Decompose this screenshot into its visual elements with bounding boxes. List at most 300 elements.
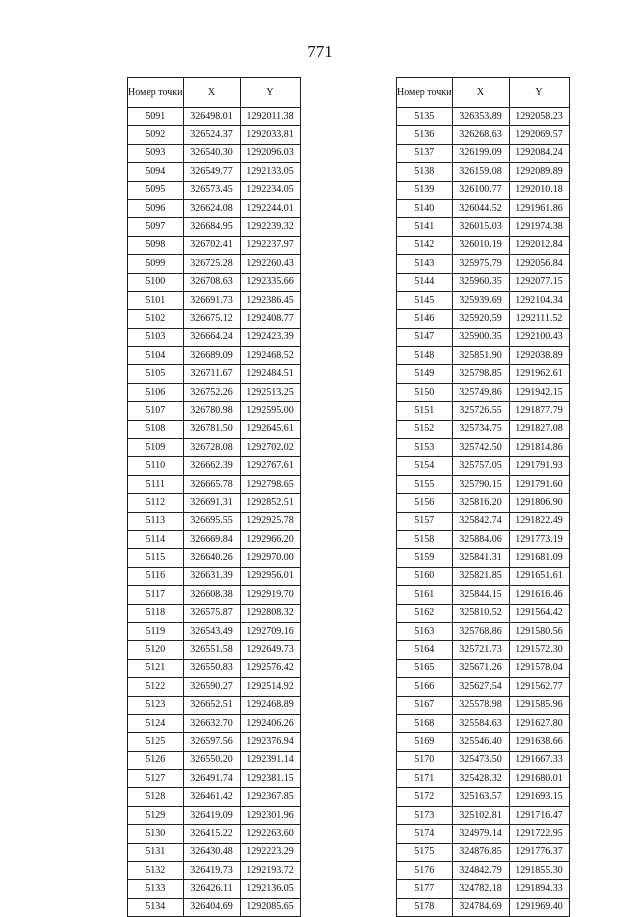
cell-point-number: 5099 (128, 255, 184, 273)
cell-x: 325671.26 (452, 659, 509, 677)
table-row (128, 328, 301, 346)
cell-point-number: 5110 (128, 457, 184, 475)
cell-point-number: 5137 (397, 144, 453, 162)
cell-x: 326415.22 (183, 825, 240, 843)
cell-point-number: 5092 (128, 126, 184, 144)
cell-x: 326675.12 (183, 310, 240, 328)
header-x: X (183, 78, 240, 108)
table-row (397, 328, 570, 346)
table-row (397, 714, 570, 732)
cell-point-number: 5143 (397, 255, 453, 273)
cell-point-number: 5106 (128, 383, 184, 401)
cell-y: 1292133.05 (240, 163, 300, 181)
cell-x: 326640.26 (183, 549, 240, 567)
cell-point-number: 5153 (397, 439, 453, 457)
cell-y: 1291791.93 (509, 457, 569, 475)
table-row (397, 770, 570, 788)
cell-y: 1292386.45 (240, 291, 300, 309)
cell-y: 1292381.15 (240, 770, 300, 788)
cell-y: 1292010.18 (509, 181, 569, 199)
table-row (128, 236, 301, 254)
cell-y: 1292406.26 (240, 714, 300, 732)
table-row (128, 494, 301, 512)
cell-point-number: 5097 (128, 218, 184, 236)
table-row (128, 108, 301, 126)
table-row (397, 604, 570, 622)
cell-point-number: 5103 (128, 328, 184, 346)
cell-point-number: 5169 (397, 733, 453, 751)
cell-point-number: 5134 (128, 898, 184, 916)
cell-x: 326652.51 (183, 696, 240, 714)
cell-y: 1292263.60 (240, 825, 300, 843)
table-row (397, 475, 570, 493)
cell-y: 1292033.81 (240, 126, 300, 144)
cell-point-number: 5171 (397, 770, 453, 788)
cell-y: 1292111.52 (509, 310, 569, 328)
cell-y: 1292367.85 (240, 788, 300, 806)
cell-x: 326015.03 (452, 218, 509, 236)
table-row (397, 641, 570, 659)
table-row (397, 825, 570, 843)
table-row (397, 862, 570, 880)
cell-y: 1292376.94 (240, 733, 300, 751)
cell-y: 1291562.77 (509, 678, 569, 696)
table-row (128, 567, 301, 585)
cell-y: 1292484.51 (240, 365, 300, 383)
table-row (128, 383, 301, 401)
cell-x: 325821.85 (452, 567, 509, 585)
cell-y: 1291827.08 (509, 420, 569, 438)
table-row (128, 880, 301, 898)
cell-point-number: 5117 (128, 586, 184, 604)
table-row (128, 806, 301, 824)
table-row (397, 291, 570, 309)
cell-x: 326664.24 (183, 328, 240, 346)
cell-x: 326590.27 (183, 678, 240, 696)
cell-point-number: 5161 (397, 586, 453, 604)
cell-y: 1292798.65 (240, 475, 300, 493)
table-row (128, 549, 301, 567)
cell-point-number: 5142 (397, 236, 453, 254)
cell-x: 326725.28 (183, 255, 240, 273)
cell-x: 325975.79 (452, 255, 509, 273)
cell-x: 325749.86 (452, 383, 509, 401)
cell-x: 325960.35 (452, 273, 509, 291)
table-row (128, 181, 301, 199)
cell-y: 1291894.33 (509, 880, 569, 898)
cell-point-number: 5096 (128, 199, 184, 217)
table-row (397, 273, 570, 291)
cell-x: 325851.90 (452, 347, 509, 365)
cell-point-number: 5144 (397, 273, 453, 291)
table-row (128, 439, 301, 457)
table-row (128, 291, 301, 309)
cell-point-number: 5116 (128, 567, 184, 585)
cell-x: 325844.15 (452, 586, 509, 604)
table-body (128, 108, 301, 917)
cell-y: 1292966.20 (240, 530, 300, 548)
cell-point-number: 5138 (397, 163, 453, 181)
cell-y: 1292234.05 (240, 181, 300, 199)
cell-point-number: 5178 (397, 898, 453, 916)
cell-point-number: 5129 (128, 806, 184, 824)
table-row (397, 402, 570, 420)
table-row (128, 402, 301, 420)
table-row (128, 825, 301, 843)
table-row (128, 310, 301, 328)
cell-y: 1292576.42 (240, 659, 300, 677)
table-row (128, 714, 301, 732)
cell-x: 325428.32 (452, 770, 509, 788)
cell-y: 1291627.80 (509, 714, 569, 732)
cell-y: 1291722.95 (509, 825, 569, 843)
cell-x: 326551.58 (183, 641, 240, 659)
cell-y: 1292702.02 (240, 439, 300, 457)
cell-x: 326752.26 (183, 383, 240, 401)
cell-point-number: 5157 (397, 512, 453, 530)
cell-x: 325900.35 (452, 328, 509, 346)
table-row (397, 806, 570, 824)
cell-point-number: 5139 (397, 181, 453, 199)
cell-x: 326608.38 (183, 586, 240, 604)
cell-y: 1291822.49 (509, 512, 569, 530)
table-row (128, 273, 301, 291)
cell-x: 325841.31 (452, 549, 509, 567)
cell-x: 326404.69 (183, 898, 240, 916)
table-row (128, 457, 301, 475)
cell-x: 324842.79 (452, 862, 509, 880)
table-row (128, 347, 301, 365)
cell-point-number: 5112 (128, 494, 184, 512)
page-number: 771 (307, 42, 333, 61)
cell-point-number: 5123 (128, 696, 184, 714)
cell-x: 325726.55 (452, 402, 509, 420)
cell-point-number: 5166 (397, 678, 453, 696)
cell-x: 326199.09 (452, 144, 509, 162)
table-row (128, 659, 301, 677)
cell-point-number: 5168 (397, 714, 453, 732)
cell-y: 1291962.61 (509, 365, 569, 383)
cell-x: 326669.84 (183, 530, 240, 548)
cell-x: 325163.57 (452, 788, 509, 806)
table-row (128, 586, 301, 604)
header-point-number: Номер точки (397, 78, 453, 108)
table-row (128, 199, 301, 217)
table-row (397, 181, 570, 199)
cell-x: 326624.08 (183, 199, 240, 217)
table-row (128, 788, 301, 806)
cell-y: 1291651.61 (509, 567, 569, 585)
cell-y: 1292100.43 (509, 328, 569, 346)
table-row (397, 788, 570, 806)
cell-x: 326100.77 (452, 181, 509, 199)
cell-y: 1291580.56 (509, 622, 569, 640)
cell-x: 324782.18 (452, 880, 509, 898)
cell-y: 1292011.38 (240, 108, 300, 126)
cell-point-number: 5149 (397, 365, 453, 383)
table-row (397, 512, 570, 530)
table-row (128, 696, 301, 714)
header-point-number: Номер точки (128, 78, 184, 108)
cell-point-number: 5155 (397, 475, 453, 493)
cell-y: 1292970.00 (240, 549, 300, 567)
table-header-row (128, 78, 301, 108)
cell-y: 1292767.61 (240, 457, 300, 475)
cell-y: 1292260.43 (240, 255, 300, 273)
cell-x: 326781.50 (183, 420, 240, 438)
cell-point-number: 5121 (128, 659, 184, 677)
table-row (397, 751, 570, 769)
cell-point-number: 5176 (397, 862, 453, 880)
cell-point-number: 5102 (128, 310, 184, 328)
cell-x: 324876.85 (452, 843, 509, 861)
table-row (128, 365, 301, 383)
cell-y: 1291667.33 (509, 751, 569, 769)
cell-y: 1292513.25 (240, 383, 300, 401)
cell-y: 1292645.61 (240, 420, 300, 438)
cell-point-number: 5156 (397, 494, 453, 512)
cell-point-number: 5127 (128, 770, 184, 788)
cell-point-number: 5133 (128, 880, 184, 898)
cell-x: 326419.73 (183, 862, 240, 880)
cell-point-number: 5165 (397, 659, 453, 677)
cell-y: 1292956.01 (240, 567, 300, 585)
cell-x: 325742.50 (452, 439, 509, 457)
cell-x: 326728.08 (183, 439, 240, 457)
cell-point-number: 5113 (128, 512, 184, 530)
cell-point-number: 5131 (128, 843, 184, 861)
cell-y: 1291855.30 (509, 862, 569, 880)
cell-y: 1291693.15 (509, 788, 569, 806)
cell-y: 1292925.78 (240, 512, 300, 530)
cell-y: 1292104.34 (509, 291, 569, 309)
cell-y: 1292089.89 (509, 163, 569, 181)
cell-x: 326691.73 (183, 291, 240, 309)
table-row (397, 733, 570, 751)
cell-x: 325578.98 (452, 696, 509, 714)
cell-y: 1291877.79 (509, 402, 569, 420)
cell-point-number: 5100 (128, 273, 184, 291)
table-row (128, 622, 301, 640)
cell-point-number: 5141 (397, 218, 453, 236)
cell-x: 326044.52 (452, 199, 509, 217)
table-row (397, 586, 570, 604)
cell-x: 326430.48 (183, 843, 240, 861)
cell-y: 1291716.47 (509, 806, 569, 824)
table-row (128, 218, 301, 236)
cell-point-number: 5124 (128, 714, 184, 732)
table-row (397, 199, 570, 217)
table-row (397, 218, 570, 236)
cell-x: 325798.85 (452, 365, 509, 383)
table-row (397, 383, 570, 401)
header-x: X (452, 78, 509, 108)
cell-point-number: 5091 (128, 108, 184, 126)
cell-y: 1291680.01 (509, 770, 569, 788)
cell-y: 1292012.84 (509, 236, 569, 254)
cell-x: 326702.41 (183, 236, 240, 254)
cell-y: 1291961.86 (509, 199, 569, 217)
cell-x: 326689.09 (183, 347, 240, 365)
cell-x: 326524.37 (183, 126, 240, 144)
table-body (397, 108, 570, 917)
table-row (128, 843, 301, 861)
cell-y: 1291564.42 (509, 604, 569, 622)
cell-point-number: 5119 (128, 622, 184, 640)
cell-y: 1292514.92 (240, 678, 300, 696)
cell-y: 1292038.89 (509, 347, 569, 365)
cell-point-number: 5109 (128, 439, 184, 457)
cell-point-number: 5105 (128, 365, 184, 383)
cell-point-number: 5151 (397, 402, 453, 420)
cell-point-number: 5162 (397, 604, 453, 622)
cell-y: 1291974.38 (509, 218, 569, 236)
cell-point-number: 5135 (397, 108, 453, 126)
table-row (128, 475, 301, 493)
cell-x: 326691.31 (183, 494, 240, 512)
cell-point-number: 5152 (397, 420, 453, 438)
cell-y: 1292058.23 (509, 108, 569, 126)
cell-point-number: 5093 (128, 144, 184, 162)
table-header-row (397, 78, 570, 108)
cell-point-number: 5164 (397, 641, 453, 659)
cell-point-number: 5118 (128, 604, 184, 622)
cell-y: 1292423.39 (240, 328, 300, 346)
cell-x: 326780.98 (183, 402, 240, 420)
table-row (397, 659, 570, 677)
table-row (397, 365, 570, 383)
coordinates-table-right (396, 77, 570, 917)
cell-x: 326461.42 (183, 788, 240, 806)
cell-point-number: 5147 (397, 328, 453, 346)
cell-x: 325584.63 (452, 714, 509, 732)
cell-y: 1291616.46 (509, 586, 569, 604)
cell-y: 1292096.03 (240, 144, 300, 162)
cell-y: 1292056.84 (509, 255, 569, 273)
table-row (128, 898, 301, 916)
table-row (128, 512, 301, 530)
cell-point-number: 5150 (397, 383, 453, 401)
cell-y: 1291814.86 (509, 439, 569, 457)
cell-y: 1291638.66 (509, 733, 569, 751)
cell-point-number: 5132 (128, 862, 184, 880)
cell-x: 326550.20 (183, 751, 240, 769)
cell-y: 1291806.90 (509, 494, 569, 512)
cell-point-number: 5175 (397, 843, 453, 861)
cell-x: 325939.69 (452, 291, 509, 309)
cell-x: 326549.77 (183, 163, 240, 181)
cell-x: 325757.05 (452, 457, 509, 475)
cell-y: 1291585.96 (509, 696, 569, 714)
cell-x: 326010.19 (452, 236, 509, 254)
cell-point-number: 5159 (397, 549, 453, 567)
cell-y: 1292077.15 (509, 273, 569, 291)
cell-point-number: 5111 (128, 475, 184, 493)
cell-y: 1292709.16 (240, 622, 300, 640)
cell-point-number: 5177 (397, 880, 453, 898)
cell-point-number: 5154 (397, 457, 453, 475)
cell-x: 326426.11 (183, 880, 240, 898)
cell-x: 325627.54 (452, 678, 509, 696)
cell-point-number: 5094 (128, 163, 184, 181)
table-row (397, 439, 570, 457)
cell-y: 1292335.66 (240, 273, 300, 291)
cell-point-number: 5114 (128, 530, 184, 548)
cell-point-number: 5107 (128, 402, 184, 420)
cell-y: 1291681.09 (509, 549, 569, 567)
cell-x: 325734.75 (452, 420, 509, 438)
table-row (128, 641, 301, 659)
cell-y: 1292301.96 (240, 806, 300, 824)
cell-point-number: 5125 (128, 733, 184, 751)
cell-point-number: 5104 (128, 347, 184, 365)
cell-point-number: 5148 (397, 347, 453, 365)
cell-x: 326353.89 (452, 108, 509, 126)
cell-x: 326631.39 (183, 567, 240, 585)
cell-y: 1292084.24 (509, 144, 569, 162)
cell-y: 1292595.00 (240, 402, 300, 420)
cell-x: 326491.74 (183, 770, 240, 788)
cell-y: 1291791.60 (509, 475, 569, 493)
table-row (397, 678, 570, 696)
cell-point-number: 5098 (128, 236, 184, 254)
cell-x: 326632.70 (183, 714, 240, 732)
table-row (128, 751, 301, 769)
cell-x: 326573.45 (183, 181, 240, 199)
cell-point-number: 5163 (397, 622, 453, 640)
cell-point-number: 5095 (128, 181, 184, 199)
table-row (128, 862, 301, 880)
table-row (397, 898, 570, 916)
cell-x: 324979.14 (452, 825, 509, 843)
cell-y: 1291773.19 (509, 530, 569, 548)
table-row (128, 144, 301, 162)
cell-x: 325790.15 (452, 475, 509, 493)
table-row (397, 494, 570, 512)
table-row (397, 696, 570, 714)
cell-point-number: 5146 (397, 310, 453, 328)
cell-point-number: 5108 (128, 420, 184, 438)
cell-y: 1292136.05 (240, 880, 300, 898)
table-row (397, 622, 570, 640)
table-row (128, 255, 301, 273)
cell-point-number: 5122 (128, 678, 184, 696)
cell-x: 326268.63 (452, 126, 509, 144)
cell-point-number: 5158 (397, 530, 453, 548)
cell-x: 326575.87 (183, 604, 240, 622)
cell-y: 1292239.32 (240, 218, 300, 236)
cell-x: 325884.06 (452, 530, 509, 548)
cell-x: 326711.67 (183, 365, 240, 383)
cell-y: 1291572.30 (509, 641, 569, 659)
cell-x: 326419.09 (183, 806, 240, 824)
table-row (128, 420, 301, 438)
cell-x: 324784.69 (452, 898, 509, 916)
header-y: Y (240, 78, 300, 108)
table-row (397, 549, 570, 567)
table-row (397, 310, 570, 328)
table-row (128, 770, 301, 788)
cell-x: 325102.81 (452, 806, 509, 824)
cell-y: 1292085.65 (240, 898, 300, 916)
cell-point-number: 5128 (128, 788, 184, 806)
table-row (397, 108, 570, 126)
cell-y: 1291776.37 (509, 843, 569, 861)
cell-x: 326543.49 (183, 622, 240, 640)
table-row (397, 420, 570, 438)
table-row (397, 843, 570, 861)
cell-x: 325768.86 (452, 622, 509, 640)
